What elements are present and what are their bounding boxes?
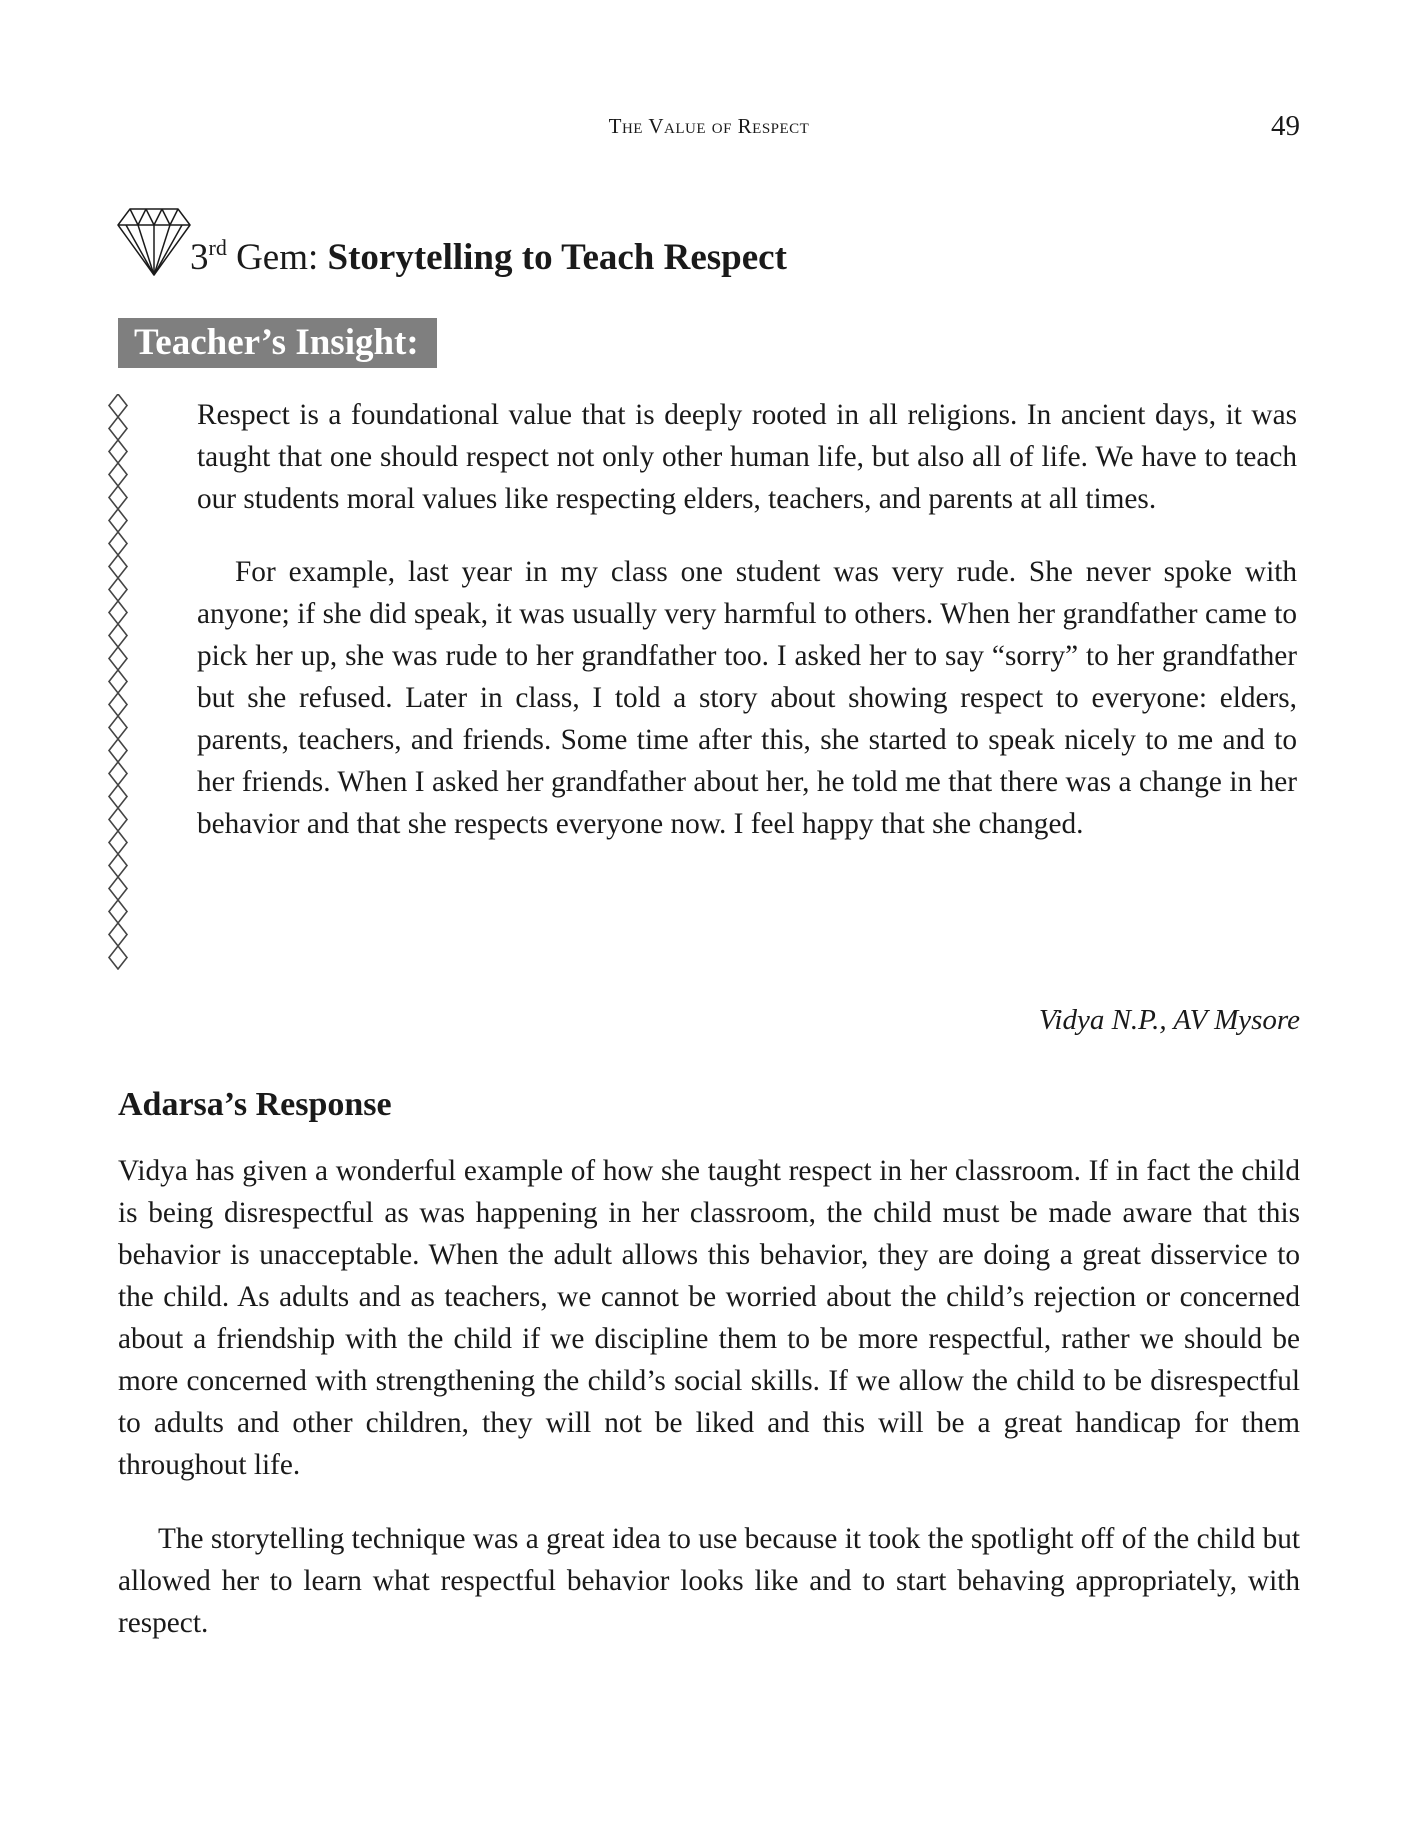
border-diamond	[109, 877, 127, 900]
teachers-insight-body	[197, 394, 1297, 845]
border-diamond	[109, 854, 127, 877]
gem-ordinal-number: 3	[190, 237, 209, 278]
border-diamond	[109, 578, 127, 601]
gem-section-title	[190, 236, 787, 279]
response-paragraph: Vidya has given a wonderful example of how she taught respect in her classroom. If in fact the child is being disrespectful as was happening in her classroom, the child must be made aware that this behavior is unacceptable. When the adult allows this behavior, they are doing a great disservice to the child. As adults and as teachers, we cannot be worried about the child’s rejection or concerned about a friendship with the child if we discipline them to be more respectful, rather we should be more concerned with strengthening the child’s social skills. If we allow the child to be disrespectful to adults and other children, they will not be liked and this will be a great handicap for them throughout life.	[118, 1155, 1300, 1481]
diamond-gem-icon	[116, 207, 192, 277]
diamond-chain-border	[104, 394, 132, 970]
response-body	[118, 1150, 1300, 1644]
page-number: 49	[1271, 110, 1300, 142]
border-diamond	[109, 739, 127, 762]
border-diamond	[109, 509, 127, 532]
border-diamond	[109, 831, 127, 854]
border-diamond	[109, 946, 127, 969]
border-diamond	[109, 601, 127, 624]
border-diamond	[109, 647, 127, 670]
insight-paragraph: Respect is a foundational value that is deeply rooted in all religions. In ancient days, it was taught that one should respect not only other human life, but also all of life. We have to teach our students moral values like respecting elders, teachers, and parents at all times.	[197, 399, 1297, 515]
running-head: The Value of Respect	[608, 114, 810, 138]
gem-ordinal-suffix: rd	[208, 235, 227, 260]
border-diamond	[109, 693, 127, 716]
border-diamond	[109, 532, 127, 555]
border-diamond	[109, 670, 127, 693]
border-diamond	[109, 486, 127, 509]
border-diamond	[109, 555, 127, 578]
border-diamond	[109, 900, 127, 923]
border-diamond	[109, 463, 127, 486]
gem-title-text: Storytelling to Teach Respect	[327, 237, 787, 278]
gem-word: Gem:	[236, 237, 319, 278]
border-diamond	[109, 716, 127, 739]
response-heading: Adarsa’s Response	[118, 1086, 392, 1123]
border-diamond	[109, 417, 127, 440]
teachers-insight-banner: Teacher’s Insight:	[118, 318, 437, 368]
border-diamond	[109, 785, 127, 808]
insight-paragraph: For example, last year in my class one student was very rude. She never spoke with anyone; if she did speak, it was usually very harmful to others. When her grandfather came to pick her up, she was rude to her grandfather too. I asked her to say “sorry” to her grandfather but she refused. Later in class, I told a story about showing respect to everyone: elders, parents, teachers, and friends. Some time after this, she started to speak nicely to me and to her friends. When I asked her grandfather about her, he told me that there was a change in her behavior and that she respects everyone now. I feel happy that she changed.	[197, 556, 1297, 840]
response-paragraph: The storytelling technique was a great idea to use because it took the spotlight off of the child but allowed her to learn what respectful behavior looks like and to start behaving appropriately, with respect.	[118, 1523, 1300, 1639]
border-diamond	[109, 624, 127, 647]
border-diamond	[109, 762, 127, 785]
insight-attribution: Vidya N.P., AV Mysore	[1038, 1004, 1300, 1036]
border-diamond	[109, 394, 127, 417]
border-diamond	[109, 923, 127, 946]
border-diamond	[109, 440, 127, 463]
border-diamond	[109, 808, 127, 831]
